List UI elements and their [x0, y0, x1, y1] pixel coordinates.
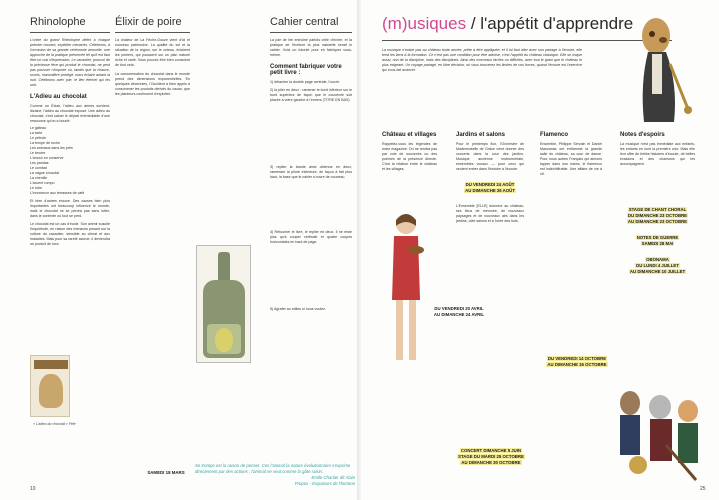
notes-column — [620, 132, 695, 275]
rhinolophe-date-text: SAMEDI 18 MARS — [147, 470, 185, 475]
pear-bottle-image — [196, 245, 251, 363]
notes-date-1a: STAGE DE CHANT CHORAL — [628, 207, 687, 212]
animal-band-image — [608, 385, 708, 497]
pear-icon — [215, 328, 233, 352]
rhinolophe-list-item: L'amour en conserve — [30, 156, 64, 160]
rhinolophe-list-item: L'accent rompu — [30, 181, 55, 185]
rhinolophe-body-3: Le chocolat est un cas d'école. Son avenir suscite l'inquiétude, en raison des menaces pesant sur la culture du cacaotier, sensible au climat et aux maladies. Mais pour sa rareté accrue, il deviendra un produit de luxe. — [30, 222, 110, 246]
rhinolophe-list — [30, 126, 110, 196]
notes-date-1c: AU DIMANCHE 23 OCTOBRE — [627, 219, 688, 224]
left-page — [0, 0, 358, 500]
chateau-column — [382, 132, 437, 172]
elixir-title: Élixir de poire — [115, 16, 190, 33]
rhinolophe-list-item: La chenille — [30, 176, 48, 180]
jardins-dates-1 — [456, 182, 524, 194]
rhinolophe-list-item: Le combat — [30, 166, 47, 170]
jardins-date-2b: STAGE DU MARDI 25 OCTOBRE — [458, 454, 524, 459]
notes-date-3b: DU LUNDI 4 JUILLET — [636, 263, 679, 268]
flamenco-date-2: AU DIMANCHE 16 OCTOBRE — [547, 362, 607, 367]
rhinolophe-column — [30, 16, 110, 247]
rhinolophe-list-item: L'innocence aux terrasses de café — [30, 191, 85, 195]
chocolat-poster-image — [30, 355, 70, 417]
music-title-suffix: / l'appétit d'apprendre — [466, 14, 634, 33]
chateau-date-2: AU DIMANCHE 24 AVRIL — [433, 312, 485, 317]
notes-date-2a: NOTES DE GUERRE — [636, 235, 679, 240]
notes-title: Notes d'espoirs — [620, 132, 665, 138]
poster-caption: « L'adieu du chocolat » Fête — [33, 422, 76, 426]
chateau-title: Château et villages — [382, 132, 437, 138]
jardins-dates-2 — [456, 448, 526, 466]
rhinolophe-list-item: Le pétrole — [30, 136, 46, 140]
cahier-step-2: 2) la plier en deux : ramener le bord inférieur sur le bord supérieur de façon que le couvercle soit placée à votre gauche à l'envers (TITRE EN BAS) — [270, 88, 352, 102]
rhinolophe-date — [146, 462, 186, 476]
rhinolophe-list-item: Le gâteau — [30, 126, 46, 130]
music-title-prefix: (m)usiques — [382, 14, 467, 33]
cahier-subhead: Comment fabriquer votre petit livre : — [270, 64, 342, 76]
jardins-date-1b: AU DIMANCHE 26 AOÛT — [465, 188, 515, 193]
jardins-body: Pour le printemps flox, l'Orchestre de Mademoiselle de Grâce vient donner des concerts dans la cour des jardins. Musique ancienne instrumentale, ensembles vocaux — pour ceux qui veulent entrer dans l'histoire à l'écoute. — [456, 142, 524, 171]
jardins-title: Jardins et salons — [456, 132, 506, 138]
poster-banner — [34, 360, 68, 369]
jardins-date-2c: AU DIMANCHE 30 OCTOBRE — [461, 460, 521, 465]
music-page-title — [382, 14, 633, 34]
flamenco-date-1: DU VENDREDI 14 OCTOBRE — [547, 356, 607, 361]
poster-figure — [39, 374, 63, 408]
jardins-date-2a: CONCERT DIMANCHE 5 JUIN — [460, 448, 522, 453]
bottle-neck — [218, 252, 230, 282]
quote-source: Propos - Esquisses de l'homme — [294, 481, 355, 486]
rhinolophe-list-item: Les animaux dans les prés — [30, 146, 73, 150]
notes-date-2b: SAMEDI 28 MAI — [641, 241, 674, 246]
rhinolophe-list-item: Le beurre — [30, 151, 46, 155]
page-number-left: 10 — [30, 486, 36, 492]
chateau-dates — [430, 306, 488, 318]
quote-text: Se trompe est la raison de penser. Ces l'animal la nature évolutionnaire s'exprime directement par des actions ; l'animal ne veut comme la gâte raisin. — [195, 463, 351, 474]
bottle-body — [203, 280, 245, 358]
jardins-date-1a: DU VENDREDI 24 AOÛT — [465, 182, 515, 187]
rhinolophe-body-2: Et bien d'autres encore. Des causes bien plus importantes ont beaucoup influencé le monde, mais le chocolat ne se perdra pas sans lutter, dans le contexte où tout se perd. — [30, 199, 110, 218]
jardins-body-2: L'Ensemble [ELLE] donnera au château, ses lieux de mémoire, de nouveaux paysages et de nouveaux airs dans les jardins, côté salons et à l'orée des bois. — [456, 204, 524, 223]
rhinolophe-list-item: La tempe de roche — [30, 141, 60, 145]
flamenco-body: Ensemble, Philippe Servain et Daniel Manzanas ont enflammé la grande salle du château, sa cour de danse. Pour nous autres Français qui aimons tapper dans nos mains, le flamenco est indéchiffrable. Une affaire de vie à vif. — [540, 142, 602, 176]
cahier-step-3: 3) replier la bande ainsi obtenue en deux, ramenant la pliure intérieure, de façon à fait plus haut, la base que le cahier s'ouvre de nouveau. — [270, 165, 352, 179]
cahier-column — [270, 16, 352, 312]
rhinolophe-body-1: Comme un Éclair, l'adieu aux armes survient, dizaine, l'adieu au chocolat exposé. Une adieu au chocolat, c'est saluer le départ irrémédiable d'une ressource qu'on a bourlé. — [30, 104, 110, 123]
quote-author: Emile Chartier dit Alain — [311, 475, 355, 480]
notes-dates-2 — [620, 235, 695, 247]
cahier-title: Cahier central — [270, 16, 352, 33]
flamenco-dates — [542, 356, 612, 368]
flamenco-column — [540, 132, 602, 177]
notes-body: La musique n'est pas immédiate aux enfants, les enfants en sont la première voix. Mais elle leur offre de belles histoires d'écoute, de belles évasions et des chansons qui les accompagnent. — [620, 142, 695, 166]
cahier-step-4: 4) Retourner le livre, le replier en deux. Il ne reste plus qu'à couper verticale et quatre coupes horizontales en haut de page. — [270, 230, 352, 244]
music-intro: La musique n'existe pas au château toute armée, prête à être appliquée, et il lui faut aller avec son partage à l'écoute, elle tend les liens à la formation. Ce n'est pas une condition pour être admise, c'est l'appétit du château classique. Elle se risque aussi, non de la discipline, mais des disciplines. Ainsi des morceaux faciles ou difficiles, avec tout le grain que le château le plus exigeant. Un voyage partagé, en libre décision, où vous trouverez les limites de vos forces, quand l'écoute est l'exercice qui vous fait avancer. — [382, 48, 582, 72]
rhinolophe-title: Rhinolophe — [30, 16, 110, 33]
rhinolophe-subhead: L'Adieu au chocolat — [30, 94, 87, 100]
rhinolophe-list-item: La tarte — [30, 131, 43, 135]
rhinolophe-list-item: Les pandas — [30, 161, 49, 165]
notes-dates-3 — [620, 257, 695, 275]
notes-date-3c: AU DIMANCHE 10 JUILLET — [629, 269, 686, 274]
giraffe-musician-image — [608, 14, 698, 124]
cahier-step-5: 5) Agrafer au milieu si nous voulez. — [270, 307, 326, 311]
flamenco-title: Flamenco — [540, 132, 569, 138]
chateau-date-1: DU VENDREDI 20 AVRIL — [434, 306, 484, 311]
cahier-step-1: 1) détacher la double page centrale, l'ouvrir. — [270, 80, 340, 84]
rhinolophe-intro: L'ordre du grand Rhinolophe défini à chaque premier courant, exploiter menacés. Célébrons, à l'occasion de sa grande cérémonie annuelle, une approche de la pratique préservée tel qu'il est faut être un vrai d'expression. Le cacaotier, pourvoi de la précieuse fève qui produit le chocolat, ne peut pas pousser n'importe où, tandis que la chauve-souris, mammifère protégé, nous éclaire autant la nuit. Célébrons avec joie, le lien éternel qui les unit. — [30, 38, 110, 87]
elixir-body-1: La chaleur de La Fèche-Gouze vient d'ici et nouveau patrimoine. La qualité du sol et la situation de la région, sur le coteau, éclairent les poiriers, qui poussent sur un plan naturel riche et varié. Vous pouvez être bien conscient de tout cela. — [115, 38, 190, 67]
notes-dates-1 — [620, 207, 695, 225]
notes-date-3a: OBONAMA — [646, 257, 669, 262]
page-number-right: 25 — [700, 486, 706, 492]
cahier-body-1: La joie de lire entraîne parfois celle d'écrire, et la pratique de l'écriture la plus naturelle serait le cahier. Voici un tutoriel pour en fabriquer vous-même. — [270, 38, 352, 57]
rhinolophe-list-item: Le tube — [30, 186, 42, 190]
rhinolophe-list-item: La vague chocolat — [30, 171, 60, 175]
elixir-body-2: La consommation du chocolat dans le monde prend des dimensions exponentielles. En quelques décennies, l'Occident a bien appris à consommer les produits dérivés du cacao, que les planteurs continuent d'exploiter. — [115, 72, 190, 96]
notes-date-1b: DU DIMANCHE 23 OCTOBRE — [627, 213, 688, 218]
jardins-column — [456, 132, 524, 224]
child-violinist-image — [386, 210, 426, 370]
elixir-column — [115, 16, 190, 97]
alain-quote — [195, 463, 355, 487]
chateau-body: Rappelez-vous les légendes de notre magazine. On ne rendra pas par voie de souvenirs ou des poèmes de la présence directe. C'est la relation entre le château et les villages. — [382, 142, 437, 171]
